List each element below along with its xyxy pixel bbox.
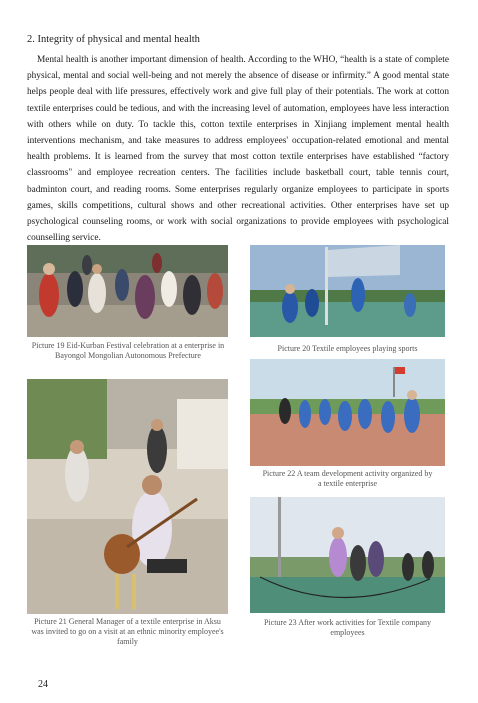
- photo-team-activity: [250, 359, 445, 466]
- photo-jump-rope: [250, 497, 445, 613]
- section-heading: 2. Integrity of physical and mental health: [27, 34, 200, 45]
- caption-picture-21: Picture 21 General Manager of a textile enterprise in Aksu was invited to go on a visit at an ethnic minority employee's family: [31, 617, 224, 646]
- caption-picture-19: Picture 19 Eid-Kurban Festival celebration at a enterprise in Bayongol Mongolian Autonomous Prefecture: [31, 341, 225, 360]
- photo-volleyball: [250, 245, 445, 337]
- body-paragraph: Mental health is another important dimension of health. According to the WHO, “health is a state of complete physical, mental and social well-being and not merely the absence of disease or infirmity.” A good mental state helps people deal with life pressures, effectively work and give full play of their potentials. The work at cotton textile enterprises could be tedious, and with the increasing level of automation, employees have less interaction with others while on duty. To tackle this, cotton textile enterprises in Xinjiang implement mental health interventions mechanism, and take measures to address employees' occupation-related emotional and mental health problems. It is learned from the survey that most cotton textile enterprises have established “factory classrooms" and employee recreation centers. The facilities include basketball court, table tennis court, badminton court, and reading rooms. Some enterprises regularly organize employees to participate in sports games, skills competitions, cultural shows and other recreational activities. Other enterprises have set up psychological counseling rooms, or work with social organizations to provide employees with psychological counselling service.: [27, 55, 449, 244]
- caption-picture-20: Picture 20 Textile employees playing sports: [277, 344, 418, 353]
- photo-home-visit: [27, 379, 228, 614]
- photo-festival-dance: [27, 245, 228, 337]
- caption-picture-22: Picture 22 A team development activity organized by a textile enterprise: [262, 469, 433, 488]
- caption-picture-23: Picture 23 After work activities for Textile company employees: [263, 618, 432, 637]
- page-number: 24: [38, 679, 48, 690]
